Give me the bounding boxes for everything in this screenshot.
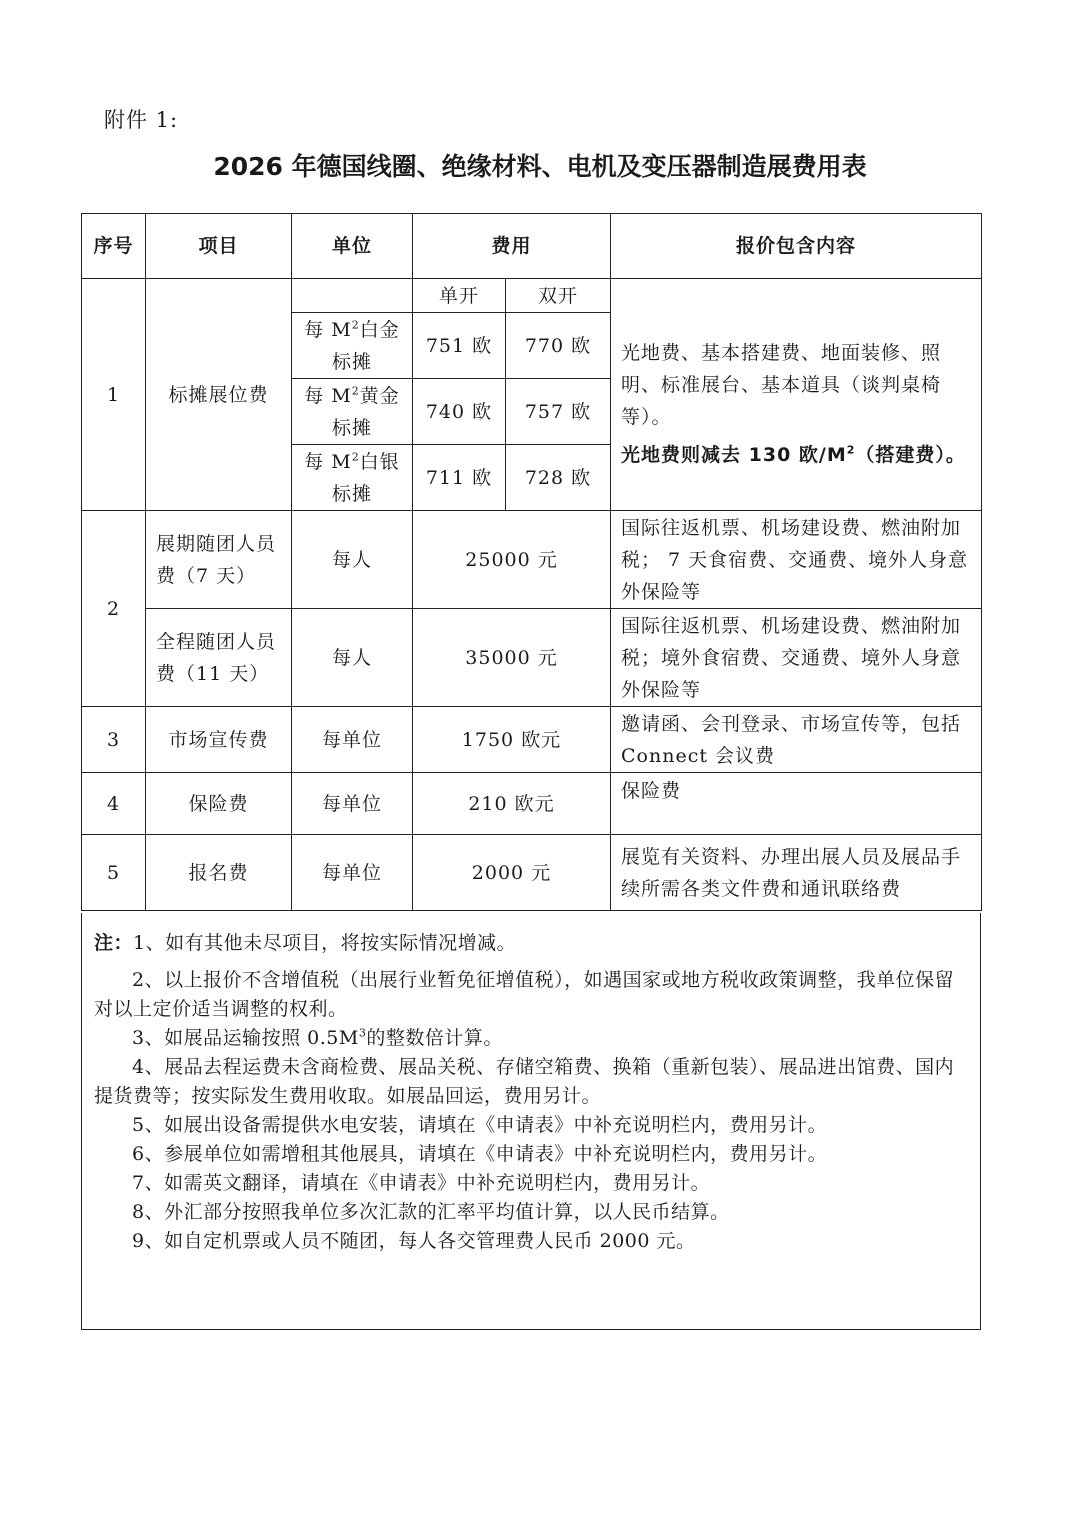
row1-includes-note — [621, 439, 971, 471]
booth-platinum-unit-a: 每 M — [304, 318, 352, 341]
row1-note-a: 光地费则减去 130 欧/M — [621, 443, 847, 466]
row2a-includes: 国际往返机票、机场建设费、燃油附加税； 7 天食宿费、交通费、境外人身意外保险等 — [611, 511, 982, 609]
table-row — [82, 835, 982, 911]
row5-item: 报名费 — [146, 835, 292, 911]
row2b-unit: 每人 — [292, 609, 413, 707]
row3-includes: 邀请函、会刊登录、市场宣传等，包括 Connect 会议费 — [611, 707, 982, 773]
booth-gold-unit-c: 标摊 — [331, 416, 372, 439]
subheader-double: 双开 — [506, 279, 611, 313]
booth-gold-double: 757 欧 — [506, 379, 611, 445]
table-row — [82, 511, 982, 609]
row3-item: 市场宣传费 — [146, 707, 292, 773]
page-title: 2026 年德国线圈、绝缘材料、电机及变压器制造展费用表 — [213, 152, 867, 181]
header-no: 序号 — [82, 214, 146, 279]
note-8: 8、外汇部分按照我单位多次汇款的汇率平均值计算，以人民币结算。 — [132, 1201, 730, 1223]
row4-no: 4 — [82, 773, 146, 835]
note-3-a: 3、如展品运输按照 0.5M — [132, 1027, 359, 1049]
row1-note-sup: 2 — [846, 443, 856, 457]
row5-fee: 2000 元 — [413, 835, 611, 911]
note-2: 2、以上报价不含增值税（出展行业暂免征增值税），如遇国家或地方税收政策调整，我单位保留对以上定价适当调整的权利。 — [94, 969, 955, 1020]
subheader-single: 单开 — [413, 279, 506, 313]
row1-no: 1 — [82, 279, 146, 511]
table-row — [82, 279, 982, 313]
row4-fee: 210 欧元 — [413, 773, 611, 835]
booth-silver-unit-b: 白银 — [359, 450, 400, 473]
table-header-row — [82, 214, 982, 279]
note-3-b: 的整数倍计算。 — [366, 1027, 503, 1049]
row3-unit: 每单位 — [292, 707, 413, 773]
note-5: 5、如展出设备需提供水电安装，请填在《申请表》中补充说明栏内，费用另计。 — [132, 1114, 828, 1136]
note-4: 4、展品去程运费未含商检费、展品关税、存储空箱费、换箱（重新包装）、展品进出馆费、国内提货费等；按实际发生费用收取。如展品回运，费用另计。 — [94, 1056, 955, 1107]
notes-label: 注： — [94, 932, 134, 954]
note-7: 7、如需英文翻译，请填在《申请表》中补充说明栏内，费用另计。 — [132, 1172, 711, 1194]
booth-platinum-unit-c: 标摊 — [331, 350, 372, 373]
table-row — [82, 609, 982, 707]
booth-silver-unit — [292, 445, 413, 511]
booth-platinum-double: 770 欧 — [506, 313, 611, 379]
row1-note-b: （搭建费）。 — [855, 443, 966, 466]
row2a-unit: 每人 — [292, 511, 413, 609]
note-1 — [94, 929, 968, 958]
row4-unit: 每单位 — [292, 773, 413, 835]
row4-includes: 保险费 — [611, 773, 982, 835]
row2b-item: 全程随团人员费（11 天） — [146, 609, 292, 707]
booth-platinum-sup: 2 — [351, 318, 360, 332]
fee-table — [81, 213, 982, 911]
header-item: 项目 — [146, 214, 292, 279]
booth-platinum-single: 751 欧 — [413, 313, 506, 379]
booth-silver-sup: 2 — [351, 450, 360, 464]
row5-includes: 展览有关资料、办理出展人员及展品手续所需各类文件费和通讯联络费 — [611, 835, 982, 911]
attachment-label: 附件 1: — [104, 108, 179, 132]
row1-unit-blank — [292, 279, 413, 313]
notes-section — [81, 913, 981, 1330]
booth-platinum-unit — [292, 313, 413, 379]
booth-silver-double: 728 欧 — [506, 445, 611, 511]
booth-silver-unit-c: 标摊 — [331, 482, 372, 505]
note-3 — [94, 1024, 968, 1053]
table-row — [82, 707, 982, 773]
note-9: 9、如自定机票或人员不随团，每人各交管理费人民币 2000 元。 — [132, 1230, 696, 1252]
row2a-fee: 25000 元 — [413, 511, 611, 609]
row3-fee: 1750 欧元 — [413, 707, 611, 773]
booth-gold-unit — [292, 379, 413, 445]
row5-unit: 每单位 — [292, 835, 413, 911]
booth-silver-unit-a: 每 M — [304, 450, 352, 473]
row1-includes — [611, 279, 982, 511]
note-3-sup: 3 — [358, 1026, 367, 1040]
table-row — [82, 773, 982, 835]
booth-gold-unit-a: 每 M — [304, 384, 352, 407]
row1-item: 标摊展位费 — [146, 279, 292, 511]
row1-includes-text: 光地费、基本搭建费、地面装修、照明、标准展台、基本道具（谈判桌椅等）。 — [621, 341, 942, 428]
row5-no: 5 — [82, 835, 146, 911]
note-6: 6、参展单位如需增租其他展具，请填在《申请表》中补充说明栏内，费用另计。 — [132, 1143, 828, 1165]
row2a-item: 展期随团人员费（7 天） — [146, 511, 292, 609]
note-1-text: 1、如有其他未尽项目，将按实际情况增减。 — [133, 932, 517, 954]
booth-gold-single: 740 欧 — [413, 379, 506, 445]
header-includes: 报价包含内容 — [611, 214, 982, 279]
row4-item: 保险费 — [146, 773, 292, 835]
row2b-includes: 国际往返机票、机场建设费、燃油附加税；境外食宿费、交通费、境外人身意外保险等 — [611, 609, 982, 707]
booth-gold-unit-b: 黄金 — [359, 384, 400, 407]
booth-silver-single: 711 欧 — [413, 445, 506, 511]
booth-platinum-unit-b: 白金 — [359, 318, 400, 341]
row2-no: 2 — [82, 511, 146, 707]
row2b-fee: 35000 元 — [413, 609, 611, 707]
header-unit: 单位 — [292, 214, 413, 279]
header-fee: 费用 — [413, 214, 611, 279]
row3-no: 3 — [82, 707, 146, 773]
booth-gold-sup: 2 — [351, 384, 360, 398]
